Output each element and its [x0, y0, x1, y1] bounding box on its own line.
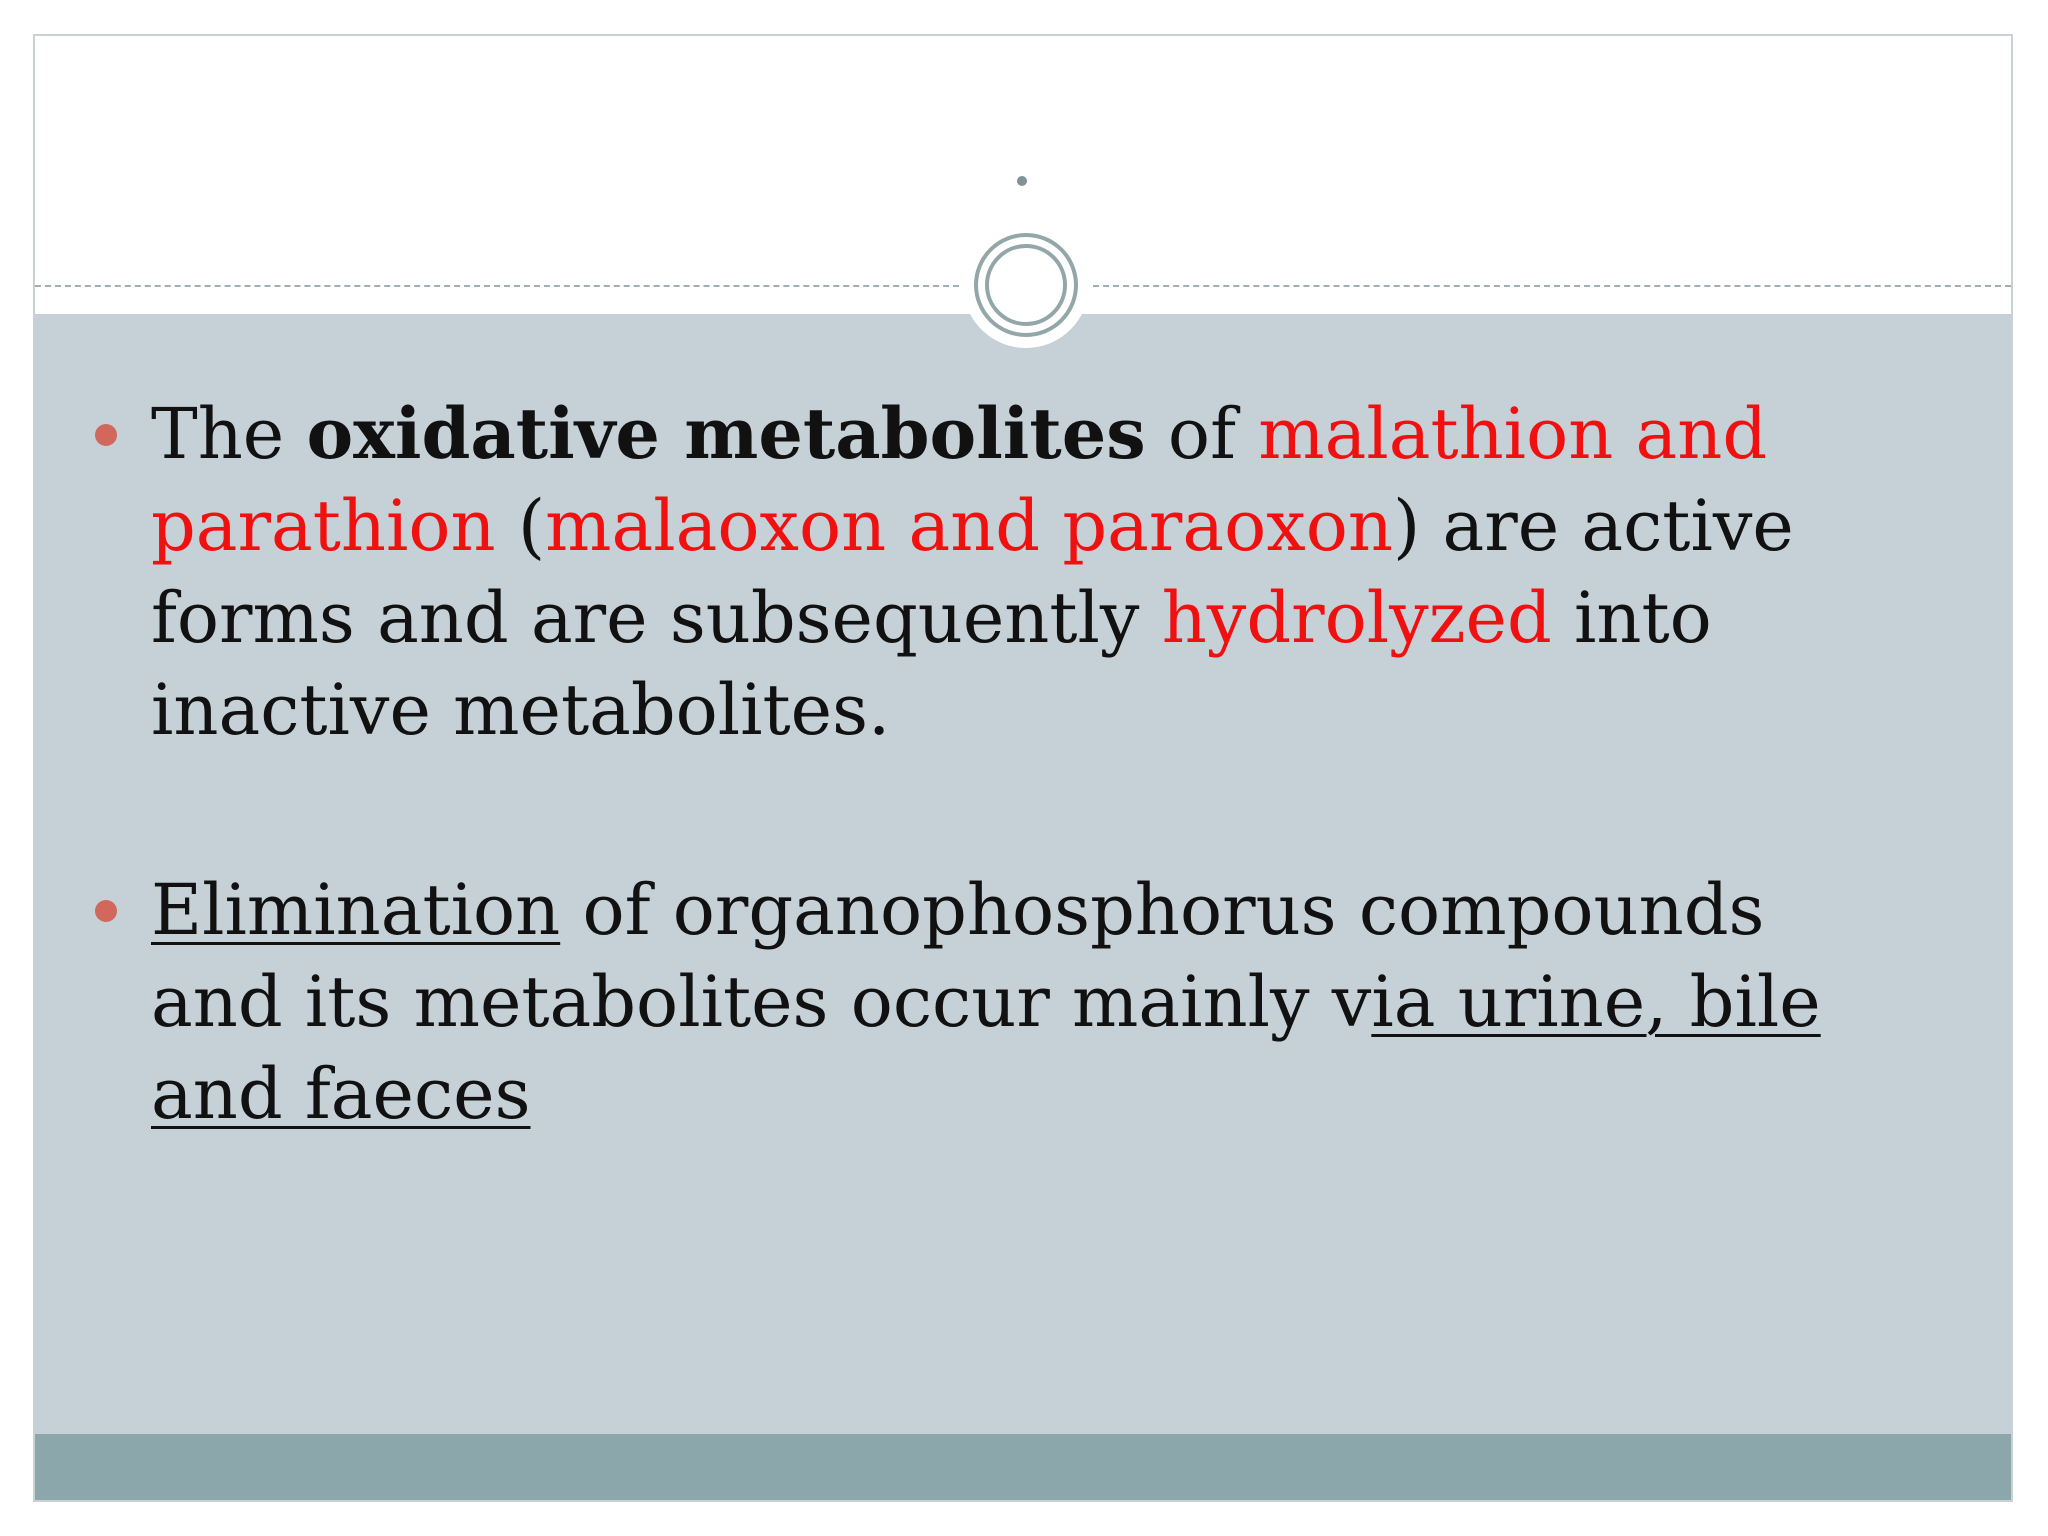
text-segment-underlined: Elimination: [151, 869, 561, 951]
bullet-item-elimination: [35, 864, 1875, 1140]
footer-bar: [35, 1434, 2011, 1502]
text-segment-bold: oxidative metabolites: [306, 392, 1146, 475]
title-divider-left: [35, 285, 959, 287]
text-segment-underlined: ia urine, bile and faeces: [151, 961, 1821, 1135]
title-divider-right: [1093, 285, 2011, 287]
bullet-item-metabolites: [35, 388, 1875, 756]
text-segment: (: [495, 485, 546, 567]
text-segment-red: hydrolyzed: [1161, 577, 1552, 659]
bullet-dot-icon: [95, 424, 117, 446]
bullet-list: [35, 388, 2011, 1140]
slide-title: [1017, 176, 1027, 186]
slide: [33, 34, 2013, 1502]
circle-ornament-inner-ring: [985, 244, 1067, 326]
text-segment: into inactive metabolites.: [151, 577, 1712, 751]
text-segment-red: malathion and parathion: [151, 393, 1768, 567]
text-segment: of: [1145, 393, 1259, 475]
text-segment: of organophosphorus compounds and its metabolites occur mainly v: [151, 869, 1765, 1043]
text-segment: ) are active forms and are subsequently: [151, 485, 1794, 659]
text-segment: The: [151, 393, 307, 475]
bullet-dot-icon: [95, 900, 117, 922]
text-segment-red: malaoxon and paraoxon: [545, 485, 1393, 567]
